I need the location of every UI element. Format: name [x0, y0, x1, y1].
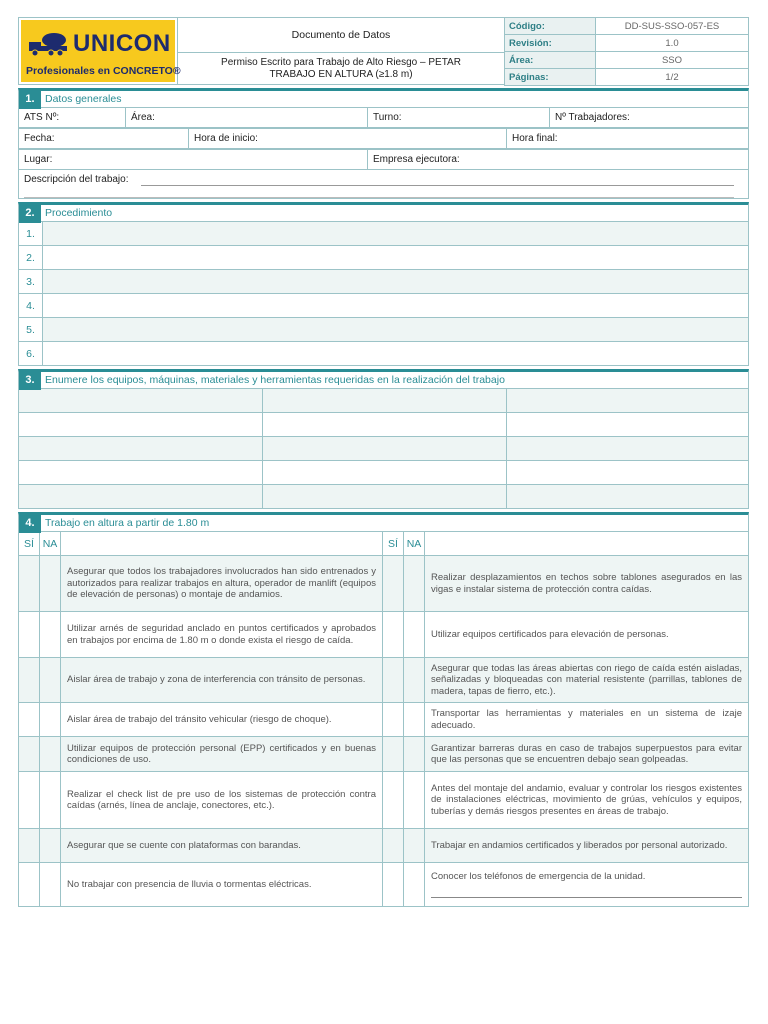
na-checkbox[interactable]	[404, 556, 425, 612]
document-title	[178, 53, 504, 84]
na-checkbox[interactable]	[404, 703, 425, 737]
si-checkbox[interactable]	[19, 703, 40, 737]
na-checkbox[interactable]	[404, 829, 425, 863]
na-checkbox[interactable]	[404, 737, 425, 772]
checklist-item: Utilizar equipos certificados para elevación de personas.	[425, 612, 749, 658]
checklist-item: Utilizar equipos de protección personal (EPP) certificados y en buenas condiciones de uso.	[61, 737, 383, 772]
na-checkbox[interactable]	[404, 658, 425, 703]
si-checkbox[interactable]	[19, 658, 40, 703]
si-checkbox[interactable]	[19, 556, 40, 612]
equipment-cell[interactable]	[507, 437, 749, 461]
checklist-item: Transportar las herramientas y materiales en un sistema de izaje adecuado.	[425, 703, 749, 737]
section-number: 2.	[19, 204, 41, 223]
procedure-row-number: 4.	[19, 294, 43, 318]
na-checkbox[interactable]	[40, 737, 61, 772]
document-title-line1: Permiso Escrito para Trabajo de Alto Riesgo – PETAR	[221, 56, 461, 68]
height-work-checklist	[18, 531, 749, 907]
checklist-item-phones	[425, 863, 749, 907]
fecha-field[interactable]: Fecha:	[19, 129, 189, 149]
document-header	[18, 17, 749, 85]
work-description-field[interactable]	[18, 170, 749, 199]
col-description-header	[61, 532, 383, 556]
si-checkbox[interactable]	[383, 737, 404, 772]
si-checkbox[interactable]	[19, 737, 40, 772]
equipment-cell[interactable]	[507, 485, 749, 509]
si-checkbox[interactable]	[19, 612, 40, 658]
checklist-item: Conocer los teléfonos de emergencia de la unidad.	[431, 871, 646, 883]
logo-tagline: Profesionales en CONCRETO®	[26, 65, 181, 77]
phone-write-line[interactable]	[431, 897, 742, 898]
col-na-header: NA	[404, 532, 425, 556]
na-checkbox[interactable]	[40, 658, 61, 703]
write-line	[24, 197, 734, 198]
equipment-cell[interactable]	[263, 413, 507, 437]
checklist-item: Aislar área de trabajo y zona de interferencia con tránsito de personas.	[61, 658, 383, 703]
document-type: Documento de Datos	[178, 18, 504, 53]
procedure-step-input[interactable]	[43, 270, 749, 294]
checklist-item: Garantizar barreras duras en caso de trabajos superpuestos para evitar que las personas que se encuentren debajo sean golpeadas.	[425, 737, 749, 772]
si-checkbox[interactable]	[383, 863, 404, 907]
section-header-2	[18, 202, 749, 221]
meta-label: Revisión:	[505, 35, 596, 52]
equipment-cell[interactable]	[19, 413, 263, 437]
procedure-row-number: 5.	[19, 318, 43, 342]
na-checkbox[interactable]	[40, 612, 61, 658]
checklist-item: No trabajar con presencia de lluvia o tormentas eléctricas.	[61, 863, 383, 907]
equipment-cell[interactable]	[263, 461, 507, 485]
company-logo	[18, 17, 181, 85]
si-checkbox[interactable]	[383, 658, 404, 703]
checklist-item: Antes del montaje del andamio, evaluar y controlar los riesgos existentes de instalaciones eléctricas, movimiento de grúas, vehículos y equipos, tuberías y demás riesgos presentes en áreas de trabajo.	[425, 772, 749, 829]
si-checkbox[interactable]	[383, 829, 404, 863]
general-data-table	[18, 149, 749, 170]
procedure-table	[18, 221, 749, 366]
checklist-item: Aislar área de trabajo del tránsito vehicular (riesgo de choque).	[61, 703, 383, 737]
checklist-item: Asegurar que todas las áreas abiertas con riego de caída estén aisladas, señalizadas y bloqueadas con material resistente (parrillas, tablones de madera, tapas de fierro, etc.).	[425, 658, 749, 703]
meta-value: 1/2	[596, 69, 749, 86]
procedure-row-number: 6.	[19, 342, 43, 366]
na-checkbox[interactable]	[40, 556, 61, 612]
document-title-block	[178, 17, 504, 85]
procedure-step-input[interactable]	[43, 318, 749, 342]
meta-value: SSO	[596, 52, 749, 69]
meta-value: DD-SUS-SSO-057-ES	[596, 18, 749, 35]
section-title: Datos generales	[45, 93, 122, 105]
meta-label: Código:	[505, 18, 596, 35]
document-title-line2: TRABAJO EN ALTURA (≥1.8 m)	[269, 68, 413, 80]
si-checkbox[interactable]	[383, 556, 404, 612]
col-si-header: SÍ	[19, 532, 40, 556]
document-meta	[504, 17, 749, 85]
na-checkbox[interactable]	[404, 612, 425, 658]
checklist-item: Trabajar en andamios certificados y liberados por personal autorizado.	[425, 829, 749, 863]
procedure-row-number: 1.	[19, 222, 43, 246]
workers-field[interactable]: Nº Trabajadores:	[550, 108, 749, 128]
meta-value: 1.0	[596, 35, 749, 52]
col-si-header: SÍ	[383, 532, 404, 556]
section-number: 3.	[19, 371, 41, 390]
checklist-item: Asegurar que se cuente con plataformas con barandas.	[61, 829, 383, 863]
meta-label: Páginas:	[505, 69, 596, 86]
section-title: Trabajo en altura a partir de 1.80 m	[45, 517, 210, 529]
na-checkbox[interactable]	[40, 829, 61, 863]
work-description-label: Descripción del trabajo:	[24, 174, 129, 185]
equipment-cell[interactable]	[263, 437, 507, 461]
equipment-cell[interactable]	[19, 485, 263, 509]
equipment-cell[interactable]	[507, 389, 749, 413]
na-checkbox[interactable]	[40, 703, 61, 737]
end-time-field[interactable]: Hora final:	[507, 129, 749, 149]
ats-field[interactable]: ATS Nº:	[19, 108, 126, 128]
equipment-cell[interactable]	[507, 413, 749, 437]
lugar-field[interactable]: Lugar:	[19, 150, 368, 170]
general-data-table	[18, 128, 749, 149]
logo-name: UNICON	[73, 30, 171, 57]
si-checkbox[interactable]	[19, 863, 40, 907]
procedure-step-input[interactable]	[43, 246, 749, 270]
equipment-cell[interactable]	[19, 437, 263, 461]
checklist-item: Utilizar arnés de seguridad anclado en puntos certificados y aprobados en trabajos por encima de 1.80 m o donde exista el riesgo de caída.	[61, 612, 383, 658]
si-checkbox[interactable]	[383, 612, 404, 658]
section-header-4	[18, 512, 749, 531]
procedure-step-input[interactable]	[43, 342, 749, 366]
col-description-header	[425, 532, 749, 556]
company-field[interactable]: Empresa ejecutora:	[368, 150, 749, 170]
na-checkbox[interactable]	[40, 863, 61, 907]
equipment-cell[interactable]	[263, 389, 507, 413]
write-line	[141, 185, 734, 186]
section-header-1	[18, 88, 749, 107]
petar-form	[18, 17, 749, 907]
checklist-item: Asegurar que todos los trabajadores involucrados han sido entrenados y autorizados para realizar trabajos en altura, operador de manlift (equipos de elevación de personas) o montaje de andamios.	[61, 556, 383, 612]
concrete-truck-icon	[27, 30, 71, 58]
equipment-cell[interactable]	[263, 485, 507, 509]
area-field[interactable]: Área:	[126, 108, 368, 128]
procedure-step-input[interactable]	[43, 294, 749, 318]
na-checkbox[interactable]	[404, 863, 425, 907]
section-title: Procedimiento	[45, 207, 113, 219]
start-time-field[interactable]: Hora de inicio:	[189, 129, 507, 149]
na-checkbox[interactable]	[404, 772, 425, 829]
section-number: 4.	[19, 514, 41, 533]
equipment-table	[18, 388, 749, 509]
turno-field[interactable]: Turno:	[368, 108, 550, 128]
section-title: Enumere los equipos, máquinas, materiales y herramientas requeridas en la realización del trabajo	[45, 374, 505, 386]
si-checkbox[interactable]	[19, 829, 40, 863]
checklist-item: Realizar desplazamientos en techos sobre tablones asegurados en las vigas e instalar sistema de protección contra caídas.	[425, 556, 749, 612]
checklist-item: Realizar el check list de pre uso de los sistemas de protección contra caídas (arnés, línea de anclaje, conectores, etc.).	[61, 772, 383, 829]
si-checkbox[interactable]	[383, 772, 404, 829]
si-checkbox[interactable]	[19, 772, 40, 829]
procedure-step-input[interactable]	[43, 222, 749, 246]
col-na-header: NA	[40, 532, 61, 556]
na-checkbox[interactable]	[40, 772, 61, 829]
equipment-cell[interactable]	[19, 389, 263, 413]
equipment-cell[interactable]	[19, 461, 263, 485]
general-data-table	[18, 107, 749, 128]
section-number: 1.	[19, 90, 41, 109]
procedure-row-number: 3.	[19, 270, 43, 294]
meta-label: Área:	[505, 52, 596, 69]
procedure-row-number: 2.	[19, 246, 43, 270]
si-checkbox[interactable]	[383, 703, 404, 737]
equipment-cell[interactable]	[507, 461, 749, 485]
section-header-3	[18, 369, 749, 388]
